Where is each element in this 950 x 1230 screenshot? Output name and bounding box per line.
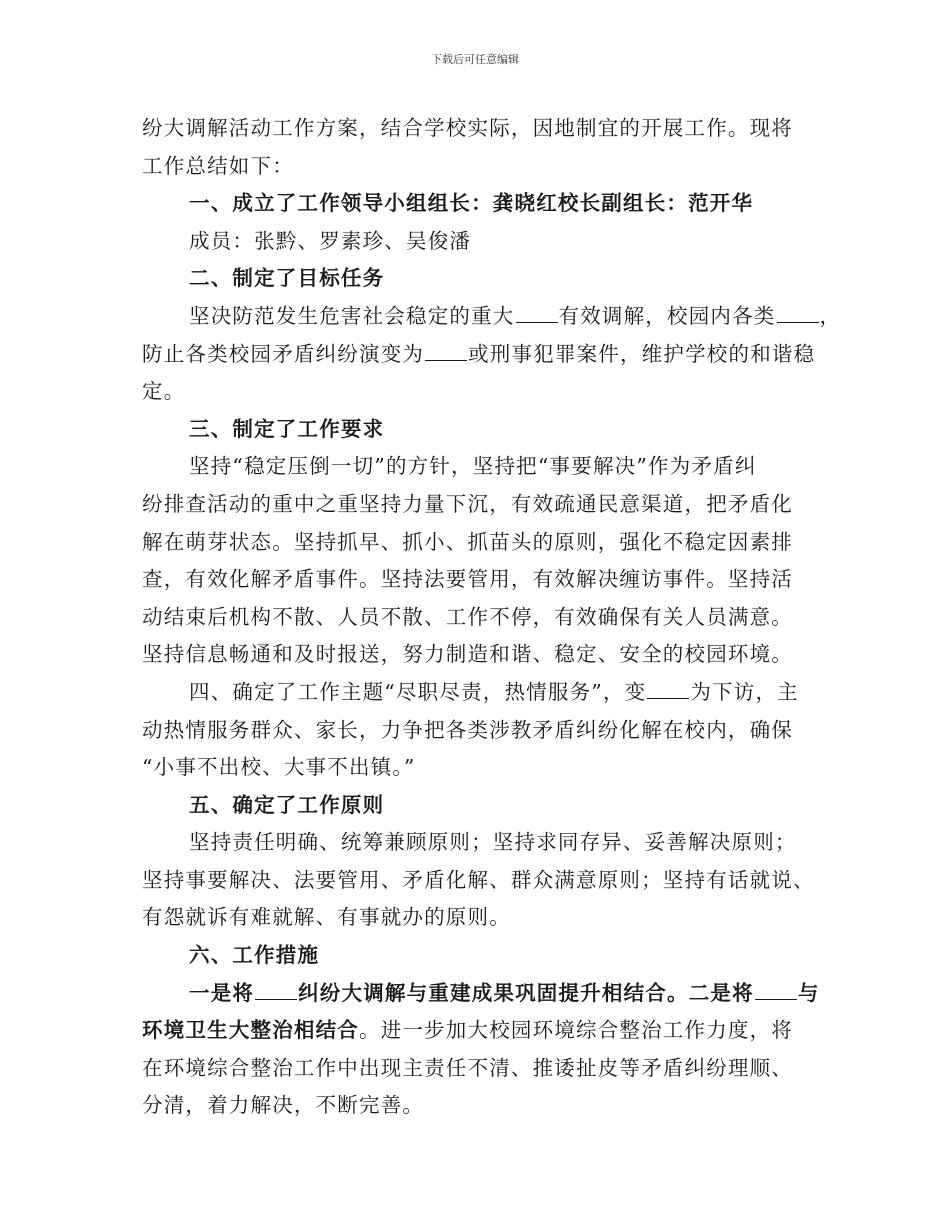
paragraph-line: 坚持信息畅通和及时报送，努力制造和谐、稳定、安全的校园环境。: [142, 642, 793, 667]
text-segment: 四、确定了工作主题“尽职尽责，热情服务”，变: [189, 679, 647, 704]
paragraph-line: 分清，着力解决，不断完善。: [142, 1093, 425, 1118]
paragraph-line: [142, 298, 842, 336]
section-heading-5: 五、确定了工作原则: [189, 792, 385, 817]
blank-underline: [255, 977, 297, 1000]
bold-segment: 环境卫生大整治相结合: [142, 1018, 359, 1043]
section-heading-6: 六、工作措施: [189, 943, 320, 968]
paragraph-line: 坚持责任明确、统筹兼顾原则；坚持求同存异、妥善解决原则；: [189, 830, 797, 855]
paragraph-line: [142, 336, 830, 374]
section-heading-1: 一、成立了工作领导小组组长：龚晓红校长副组长：范开华: [189, 191, 754, 216]
blank-underline: [647, 676, 689, 699]
text-segment: 纠纷大调解与重建成果巩固提升相结合。二是将: [298, 980, 754, 1005]
text-segment: 防止各类校园矛盾纠纷演变为: [142, 341, 425, 366]
paragraph-line: [142, 975, 830, 1013]
text-segment: ，: [819, 303, 842, 328]
text-segment: 一是将: [189, 980, 255, 1005]
paragraph-line: 解在萌芽状态。坚持抓早、抓小、抓苗头的原则，强化不稳定因素排: [142, 529, 793, 554]
members-line: 成员：张黔、罗素珍、吴俊潘: [189, 228, 472, 253]
page-header: 下载后可任意编辑: [431, 53, 519, 66]
paragraph-line: [142, 674, 830, 712]
paragraph-line: “小事不出校、大事不出镇。”: [142, 755, 416, 780]
paragraph-line: 坚持事要解决、法要管用、矛盾化解、群众满意原则；坚持有话就说、: [142, 867, 815, 892]
paragraph-line: 动热情服务群众、家长，力争把各类涉教矛盾纠纷化解在校内，确保: [142, 717, 793, 742]
blank-underline: [777, 300, 819, 323]
text-segment: 有效调解，校园内各类: [558, 303, 776, 328]
paragraph-line: 查，有效化解矛盾事件。坚持法要管用，有效解决缠访事件。坚持活: [142, 567, 793, 592]
section-heading-2: 二、制定了目标任务: [189, 266, 385, 291]
text-segment: 或刑事犯罪案件，维护学校的和谐稳: [468, 341, 816, 366]
blank-underline: [425, 338, 467, 361]
section-heading-3: 三、制定了工作要求: [189, 416, 385, 441]
document-body: [142, 110, 842, 1125]
blank-underline: [516, 300, 558, 323]
text-segment: 。进一步加大校园环境综合整治工作力度，将: [359, 1018, 793, 1043]
text-segment: 为下访，主: [690, 679, 799, 704]
text-segment: 坚决防范发生危害社会稳定的重大: [189, 303, 515, 328]
paragraph-line: 有怨就诉有难就解、有事就办的原则。: [142, 905, 511, 930]
paragraph-line: 坚持“稳定压倒一切”的方针，坚持把“事要解决”作为矛盾纠: [189, 454, 757, 479]
paragraph-line: 纷排查活动的重中之重坚持力量下沉，有效疏通民意渠道，把矛盾化: [142, 491, 793, 516]
paragraph-line: 动结束后机构不散、人员不散、工作不停，有效确保有关人员满意。: [142, 604, 793, 629]
text-segment: 与: [797, 980, 820, 1005]
paragraph-line: 在环境综合整治工作中出现主责任不清、推诿扯皮等矛盾纠纷理顺、: [142, 1055, 793, 1080]
paragraph-line: 定。: [142, 379, 186, 404]
blank-underline: [755, 977, 797, 1000]
paragraph-line: [142, 1012, 830, 1050]
paragraph-line: 纷大调解活动工作方案，结合学校实际，因地制宜的开展工作。现将: [142, 116, 793, 140]
paragraph-line: 工作总结如下：: [142, 153, 294, 178]
